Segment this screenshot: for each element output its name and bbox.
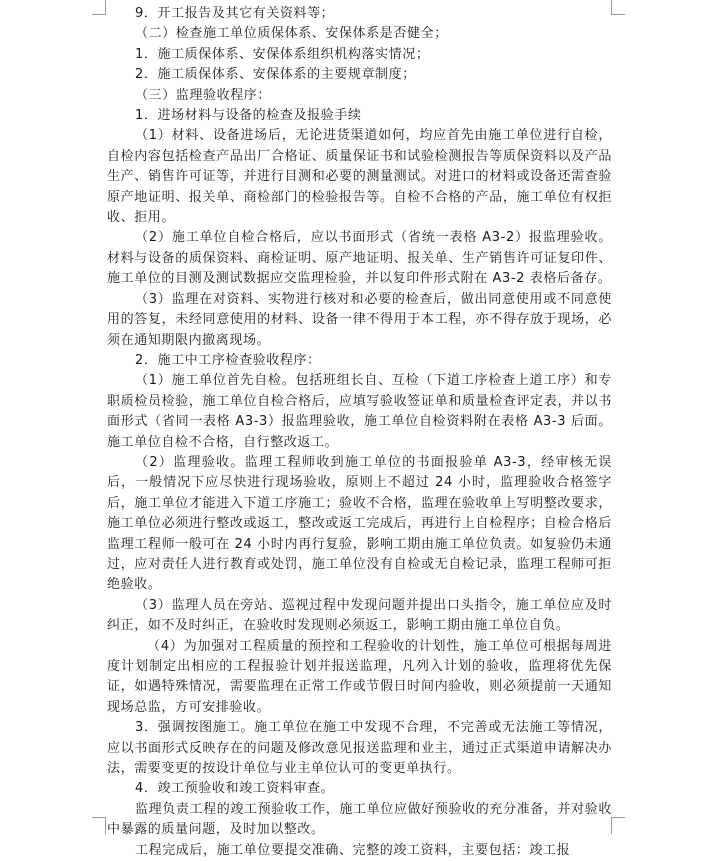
paragraph: 监理负责工程的竣工预验收工作，施工单位应做好预验收的充分准备，并对验收中暴露的质量问题，及时加以整改。 (107, 801, 612, 838)
crop-mark-top-left (92, 14, 106, 15)
document-body (107, 4, 612, 861)
paragraph: （2）施工单位自检合格后，应以书面形式（省统一表格 A3-2）报监理验收。材料与设备的质保资料、商检证明、原产地证明、报关单、生产销售许可证复印件、施工单位的目测及测试数据应交监理检验，并以复印件形式附在 A3-2 表格后备存。 (107, 230, 612, 287)
paragraph: 3．强调按图施工。施工单位在施工中发现不合理，不完善或无法施工等情况，应以书面形式反映存在的问题及修改意见报送监理和业主，通过正式渠道申请解决办法，需要变更的按设计单位与业主单位认可的变更单执行。 (107, 720, 612, 777)
crop-mark-bottom-left (92, 817, 106, 818)
crop-mark-bottom-right (611, 817, 625, 818)
paragraph: 2．施工质保体系、安保体系的主要规章制度； (135, 67, 416, 83)
paragraph: 9．开工报告及其它有关资料等； (135, 6, 335, 21)
paragraph: （二）检查施工单位质保体系、安保体系是否健全； (135, 26, 448, 42)
paragraph: （3）监理在对资料、实物进行核对和必要的检查后，做出同意使用或不同意使用的答复，未经同意使用的材料、设备一律不得用于本工程，亦不得存放于现场，必须在通知期限内撤离现场。 (107, 291, 612, 348)
paragraph: （1）施工单位首先自检。包括班组长自、互检（下道工序检查上道工序）和专职质检员检验，施工单位自检合格后，应填写验收签证单和质量检查评定表，并以书面形式（省同一表格 A3-3）报监理验收，施工单位自检资料附在表格 A3-3 后面。施工单位自检不合格，自行整改返工。 (107, 373, 612, 450)
paragraph: 4．竣工预验收和竣工资料审查。 (135, 781, 335, 797)
paragraph: （4）为加强对工程质量的预控和工程验收的计划性，施工单位可根据每周进度计划制定出相应的工程报验计划并报送监理，凡列入计划的验收，监理将优先保证，如遇特殊情况，需要监理在正常工作或节假日时间内验收，则必须提前一天通知现场总监，方可安排验收。 (107, 638, 612, 715)
crop-mark-top-left (105, 0, 106, 15)
paragraph: 1．施工质保体系、安保体系组织机构落实情况； (135, 46, 430, 62)
paragraph: 工程完成后，施工单位要提交准确、完整的竣工资料，主要包括：竣工报 (135, 842, 571, 858)
paragraph: （三）监理验收程序： (135, 87, 272, 103)
paragraph: （1）材料、设备进场后，无论进货渠道如何，均应首先由施工单位进行自检，自检内容包括检查产品出厂合格证、质量保证书和试验检测报告等质保资料以及产品生产、销售许可证等，并进行目测和必要的测量测试。对进口的材料或设备还需查验原产地证明、报关单、商检部门的检验报告等。自检不合格的产品，施工单位有权拒收、拒用。 (107, 128, 612, 226)
crop-mark-bottom-left (105, 817, 106, 834)
paragraph: （2）监理验收。监理工程师收到施工单位的书面报验单 A3-3，经审核无误后，一般情况下应尽快进行现场验收，原则上不超过 24 小时，监理验收合格签字后，施工单位才能进入下道工序施工；验收不合格，监理在验收单上写明整改要求，施工单位必须进行整改或返工，整改或返工完成后，再进行上自检程序；自检合格后监理工程师一般可在 24 小时内再行复验，影响工期由施工单位负责。如复验仍未通过，应对责任人进行教育或处罚，施工单位没有自检或无自检记录，监理工程师可拒绝验收。 (107, 454, 612, 593)
crop-mark-top-right (611, 14, 625, 15)
paragraph: 2．施工中工序检查验收程序： (135, 352, 321, 368)
paragraph: 1．进场材料与设备的检查及报验手续 (135, 108, 362, 124)
paragraph: （3）监理人员在旁站、巡视过程中发现问题并提出口头指令，施工单位应及时纠正，如不及时纠正，在验收时发现则必须返工，影响工期由施工单位自负。 (107, 597, 612, 634)
